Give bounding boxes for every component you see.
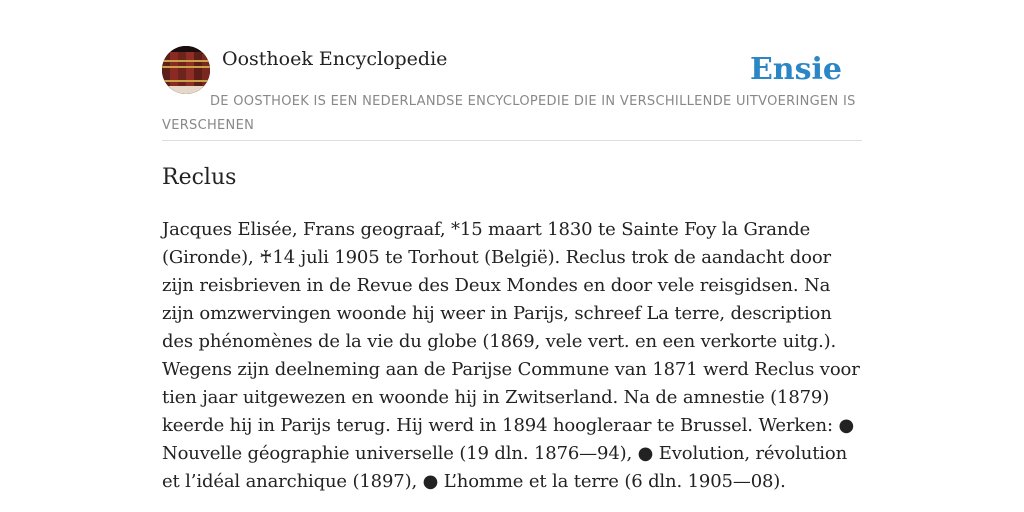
- entry-title: Reclus: [162, 165, 237, 190]
- source-header: [162, 46, 862, 141]
- source-description: DE OOSTHOEK IS EEN NEDERLANDSE ENCYCLOPEDIE DIE IN VERSCHILLENDE UITVOERINGEN IS VERSCHENEN: [162, 94, 856, 133]
- entry-body: Jacques Elisée, Frans geograaf, *15 maart 1830 te Sainte Foy la Grande (Gironde), ♰14 juli 1905 te Torhout (België). Reclus trok de aandacht door zijn reisbrieven in de Revue des Deux Mondes en door vele reisgidsen. Na zijn omzwervingen woonde hij weer in Parijs, schreef La terre, description des phénomènes de la vie du globe (1869, vele vert. en een verkorte uitg.). Wegens zijn deelneming aan de Parijse Commune van 1871 werd Reclus voor tien jaar uitgewezen en woonde hij in Zwitserland. Na de amnestie (1879) keerde hij in Parijs terug. Hij werd in 1894 hoogleraar te Brussel. Werken: ● Nouvelle géographie universelle (19 dln. 1876—94), ● Evolution, révolution et l’idéal anarchique (1897), ● L’homme et la terre (6 dln. 1905—08).: [162, 219, 860, 492]
- ensie-logo[interactable]: Ensie: [749, 52, 842, 87]
- encyclopedia-books-icon[interactable]: [162, 46, 210, 94]
- source-name[interactable]: Oosthoek Encyclopedie: [222, 48, 448, 70]
